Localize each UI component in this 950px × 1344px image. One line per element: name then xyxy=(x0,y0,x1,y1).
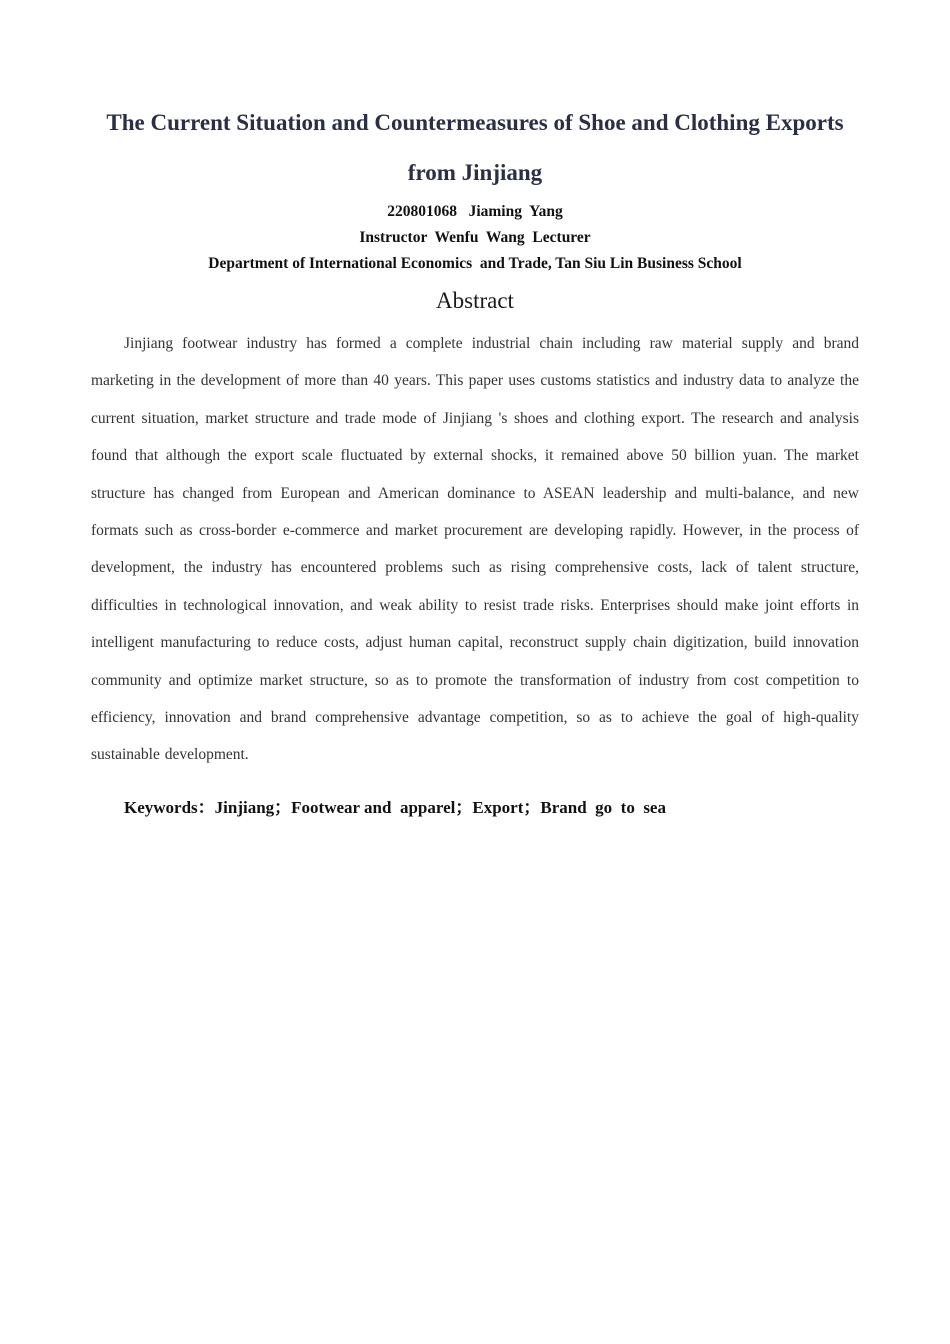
instructor-line: Instructor Wenfu Wang Lecturer xyxy=(359,229,591,246)
paper-page xyxy=(91,0,859,827)
paper-title-line-2: from Jinjiang xyxy=(407,160,543,185)
keywords-line: Keywords：Jinjiang；Footwear and apparel；Export；Brand go to sea xyxy=(124,798,666,818)
author-line: 220801068 Jiaming Yang xyxy=(387,203,563,220)
abstract-body: Jinjiang footwear industry has formed a complete industrial chain including raw material supply and brand marketing in the development of more than 40 years. This paper uses customs statistics and industry data to analyze the current situation, market structure and trade mode of Jinjiang 's shoes and clothing export. The research and analysis found that although the export scale fluctuated by external shocks, it remained above 50 billion yuan. The market structure has changed from European and American dominance to ASEAN leadership and multi-balance, and new formats such as cross-border e-commerce and market procurement are developing rapidly. However, in the process of development, the industry has encountered problems such as rising comprehensive costs, lack of talent structure, difficulties in technological innovation, and weak ability to resist trade risks. Enterprises should make joint efforts in intelligent manufacturing to reduce costs, adjust human capital, reconstruct supply chain digitization, build innovation community and optimize market structure, so as to promote the transformation of industry from cost competition to efficiency, innovation and brand comprehensive advantage competition, so as to achieve the goal of high-quality sustainable development. xyxy=(91,335,859,764)
paper-title-line-1: The Current Situation and Countermeasures of Shoe and Clothing Exports xyxy=(106,110,844,135)
department-line: Department of International Economics and Trade, Tan Siu Lin Business School xyxy=(208,255,742,272)
paper-title xyxy=(91,0,859,198)
abstract-heading: Abstract xyxy=(436,288,514,313)
